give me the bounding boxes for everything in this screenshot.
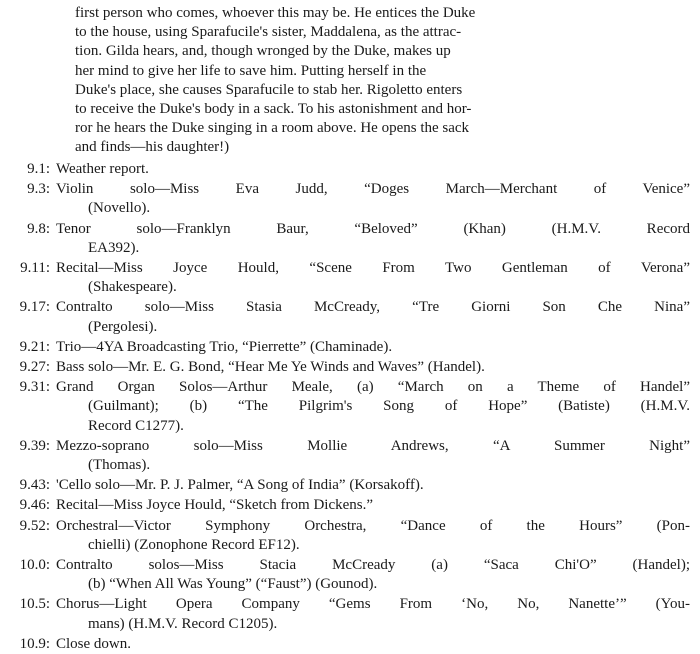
programme-time: 9.8: xyxy=(27,220,50,237)
programme-item xyxy=(0,556,690,594)
programme-description xyxy=(56,437,690,475)
programme-description xyxy=(56,220,690,258)
programme-time: 10.0: xyxy=(19,557,50,574)
programme-time: 9.1: xyxy=(27,161,50,177)
programme-line: (Novello). xyxy=(88,200,151,217)
synopsis-line: ror he hears the Duke singing in a room above. He opens the sack xyxy=(75,120,470,137)
programme-item xyxy=(0,180,690,218)
programme-description xyxy=(56,476,690,495)
programme-list xyxy=(0,160,690,654)
programme-item xyxy=(0,496,690,515)
programme-line: Orchestral—Victor Symphony Orchestra, “Dance of the Hours” (Pon- xyxy=(56,517,690,534)
programme-line: Close down. xyxy=(56,635,131,652)
programme-line: Bass solo—Mr. E. G. Bond, “Hear Me Ye Winds and Waves” (Handel). xyxy=(56,359,485,376)
programme-line: Recital—Miss Joyce Hould, “Sketch from Dickens.” xyxy=(56,497,374,514)
programme-description xyxy=(56,160,690,179)
programme-line: Record C1277). xyxy=(88,417,184,434)
synopsis-line: her mind to give her life to save him. Putting herself in the xyxy=(75,62,427,79)
programme-time: 9.46: xyxy=(19,497,50,514)
programme-line: mans) (H.M.V. Record C1205). xyxy=(88,615,278,632)
programme-description xyxy=(56,180,690,218)
programme-description xyxy=(56,517,690,555)
programme-time: 9.3: xyxy=(27,181,50,198)
synopsis-line: to the house, using Sparafucile's sister, Maddalena, as the attrac- xyxy=(75,24,462,41)
programme-description xyxy=(56,338,690,357)
programme-time: 9.21: xyxy=(19,338,50,355)
synopsis-line: to receive the Duke's body in a sack. To his astonishment and hor- xyxy=(75,101,472,118)
programme-description xyxy=(56,358,690,377)
programme-description xyxy=(56,298,690,336)
programme-line: Weather report. xyxy=(56,161,149,177)
programme-line: Grand Organ Solos—Arthur Meale, (a) “March on a Theme of Handel” xyxy=(56,379,690,396)
programme-line: Recital—Miss Joyce Hould, “Scene From Two Gentleman of Verona” xyxy=(56,260,690,277)
programme-description xyxy=(56,496,690,515)
programme-item xyxy=(0,220,690,258)
programme-line: Violin solo—Miss Eva Judd, “Doges March—Merchant of Venice” xyxy=(56,181,690,198)
programme-item xyxy=(0,476,690,495)
programme-time: 10.5: xyxy=(19,596,50,613)
programme-time: 9.43: xyxy=(19,477,50,494)
programme-time: 9.11: xyxy=(20,260,50,277)
programme-item xyxy=(0,437,690,475)
synopsis-line: and finds—his daughter!) xyxy=(75,139,230,156)
programme-line: Tenor solo—Franklyn Baur, “Beloved” (Khan) (H.M.V. Record xyxy=(56,220,690,237)
programme-time: 10.9: xyxy=(19,635,50,652)
programme-line: (Guilmant); (b) “The Pilgrim's Song of Hope” (Batiste) (H.M.V. xyxy=(88,398,690,415)
programme-description xyxy=(56,259,690,297)
programme-line: (b) “When All Was Young” (“Faust”) (Gounod). xyxy=(88,576,378,593)
programme-line: Mezzo-soprano solo—Miss Mollie Andrews, “A Summer Night” xyxy=(56,437,690,454)
programme-line: (Thomas). xyxy=(88,457,151,474)
programme-line: Trio—4YA Broadcasting Trio, “Pierrette” (Chaminade). xyxy=(56,338,393,355)
programme-line: 'Cello solo—Mr. P. J. Palmer, “A Song of India” (Korsakoff). xyxy=(56,477,424,494)
synopsis-line: Duke's place, she causes Sparafucile to stab her. Rigoletto enters xyxy=(75,81,463,98)
programme-item xyxy=(0,595,690,633)
programme-item xyxy=(0,338,690,357)
programme-line: Contralto solos—Miss Stacia McCready (a) “Saca Chi'O” (Handel); xyxy=(56,557,690,574)
programme-item xyxy=(0,635,690,654)
programme-time: 9.52: xyxy=(19,517,50,534)
programme-time: 9.17: xyxy=(19,299,50,316)
synopsis-paragraph xyxy=(75,4,681,158)
programme-line: (Shakespeare). xyxy=(88,279,177,296)
programme-item xyxy=(0,160,690,179)
programme-description xyxy=(56,595,690,633)
programme-time: 9.31: xyxy=(19,379,50,396)
programme-time: 9.27: xyxy=(19,359,50,376)
programme-item xyxy=(0,378,690,436)
programme-description xyxy=(56,635,690,654)
programme-line: Contralto solo—Miss Stasia McCready, “Tre Giorni Son Che Nina” xyxy=(56,299,690,316)
synopsis-line: tion. Gilda hears, and, though wronged by the Duke, makes up xyxy=(75,43,451,60)
programme-line: chielli) (Zonophone Record EF12). xyxy=(88,536,300,553)
programme-item xyxy=(0,517,690,555)
programme-description xyxy=(56,378,690,436)
programme-line: (Pergolesi). xyxy=(88,318,158,335)
programme-description xyxy=(56,556,690,594)
programme-line: Chorus—Light Opera Company “Gems From ‘No, No, Nanette’” (You- xyxy=(56,596,690,613)
programme-time: 9.39: xyxy=(19,437,50,454)
programme-line: EA392). xyxy=(88,239,140,256)
synopsis-line: first person who comes, whoever this may be. He entices the Duke xyxy=(75,5,476,21)
programme-item xyxy=(0,298,690,336)
programme-item xyxy=(0,358,690,377)
programme-item xyxy=(0,259,690,297)
